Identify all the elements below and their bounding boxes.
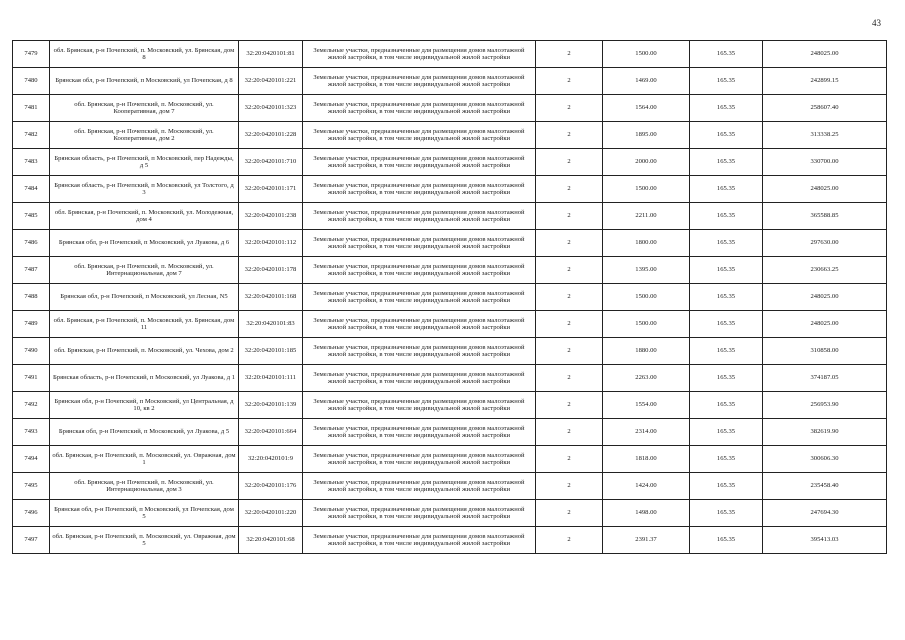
row-number: 7496: [13, 500, 50, 527]
address-cell: обл. Брянская, р-н Почепский, п. Московский, ул. Брянская, дом 8: [50, 41, 239, 68]
area-cell: 1424.00: [603, 473, 690, 500]
category-cell: 2: [536, 284, 603, 311]
category-cell: 2: [536, 392, 603, 419]
area-cell: 2391.37: [603, 527, 690, 554]
specific-value-cell: 165.35: [690, 95, 763, 122]
cadastral-value-cell: 395413.03: [763, 527, 887, 554]
cadastral-number-cell: 32:20:0420101:81: [239, 41, 303, 68]
land-use-cell: Земельные участки, предназначенные для размещения домов малоэтажной жилой застройки, в том числе индивидуальной жилой застройки: [303, 257, 536, 284]
table-row: [13, 257, 887, 284]
cadastral-number-cell: 32:20:0420101:323: [239, 95, 303, 122]
category-cell: 2: [536, 68, 603, 95]
land-use-cell: Земельные участки, предназначенные для размещения домов малоэтажной жилой застройки, в том числе индивидуальной жилой застройки: [303, 473, 536, 500]
row-number: 7481: [13, 95, 50, 122]
table-row: [13, 500, 887, 527]
land-use-cell: Земельные участки, предназначенные для размещения домов малоэтажной жилой застройки, в том числе индивидуальной жилой застройки: [303, 122, 536, 149]
cadastral-number-cell: 32:20:0420101:228: [239, 122, 303, 149]
cadastral-value-cell: 300606.30: [763, 446, 887, 473]
address-cell: Брянская обл, р-н Почепский, п Московский, ул Центральная, д 10, кв 2: [50, 392, 239, 419]
category-cell: 2: [536, 203, 603, 230]
address-cell: обл. Брянская, р-н Почепский, п. Московский, ул. Чехова, дом 2: [50, 338, 239, 365]
land-use-cell: Земельные участки, предназначенные для размещения домов малоэтажной жилой застройки, в том числе индивидуальной жилой застройки: [303, 392, 536, 419]
specific-value-cell: 165.35: [690, 230, 763, 257]
cadastral-value-cell: 242899.15: [763, 68, 887, 95]
table-row: [13, 284, 887, 311]
category-cell: 2: [536, 149, 603, 176]
cadastral-number-cell: 32:20:0420101:220: [239, 500, 303, 527]
cadastral-number-cell: 32:20:0420101:221: [239, 68, 303, 95]
row-number: 7493: [13, 419, 50, 446]
land-use-cell: Земельные участки, предназначенные для размещения домов малоэтажной жилой застройки, в том числе индивидуальной жилой застройки: [303, 446, 536, 473]
row-number: 7480: [13, 68, 50, 95]
specific-value-cell: 165.35: [690, 392, 763, 419]
row-number: 7485: [13, 203, 50, 230]
land-use-cell: Земельные участки, предназначенные для размещения домов малоэтажной жилой застройки, в том числе индивидуальной жилой застройки: [303, 203, 536, 230]
cadastral-number-cell: 32:20:0420101:178: [239, 257, 303, 284]
area-cell: 1498.00: [603, 500, 690, 527]
table-row: [13, 122, 887, 149]
category-cell: 2: [536, 446, 603, 473]
specific-value-cell: 165.35: [690, 257, 763, 284]
specific-value-cell: 165.35: [690, 68, 763, 95]
specific-value-cell: 165.35: [690, 149, 763, 176]
cadastral-number-cell: 32:20:0420101:185: [239, 338, 303, 365]
row-number: 7487: [13, 257, 50, 284]
category-cell: 2: [536, 365, 603, 392]
address-cell: обл. Брянская, р-н Почепский, п. Московский, ул. Овражная, дом 5: [50, 527, 239, 554]
address-cell: обл. Брянская, р-н Почепский, п. Московский, ул. Молодежная, дом 4: [50, 203, 239, 230]
table-row: [13, 176, 887, 203]
area-cell: 2263.00: [603, 365, 690, 392]
land-use-cell: Земельные участки, предназначенные для размещения домов малоэтажной жилой застройки, в том числе индивидуальной жилой застройки: [303, 284, 536, 311]
cadastral-number-cell: 32:20:0420101:176: [239, 473, 303, 500]
address-cell: Брянская обл, р-н Почепский, п Московский, ул Почепская, д 8: [50, 68, 239, 95]
table-row: [13, 149, 887, 176]
table-row: [13, 41, 887, 68]
category-cell: 2: [536, 338, 603, 365]
specific-value-cell: 165.35: [690, 473, 763, 500]
cadastral-value-cell: 248025.00: [763, 176, 887, 203]
row-number: 7483: [13, 149, 50, 176]
category-cell: 2: [536, 257, 603, 284]
area-cell: 1818.00: [603, 446, 690, 473]
page-number: 43: [872, 18, 881, 28]
category-cell: 2: [536, 122, 603, 149]
cadastral-number-cell: 32:20:0420101:9: [239, 446, 303, 473]
category-cell: 2: [536, 419, 603, 446]
cadastral-number-cell: 32:20:0420101:68: [239, 527, 303, 554]
cadastral-number-cell: 32:20:0420101:171: [239, 176, 303, 203]
specific-value-cell: 165.35: [690, 203, 763, 230]
area-cell: 1500.00: [603, 41, 690, 68]
area-cell: 1500.00: [603, 284, 690, 311]
area-cell: 2314.00: [603, 419, 690, 446]
row-number: 7497: [13, 527, 50, 554]
cadastral-value-cell: 256953.90: [763, 392, 887, 419]
table-row: [13, 338, 887, 365]
cadastral-value-cell: 235458.40: [763, 473, 887, 500]
cadastral-value-cell: 248025.00: [763, 284, 887, 311]
cadastral-number-cell: 32:20:0420101:664: [239, 419, 303, 446]
row-number: 7491: [13, 365, 50, 392]
specific-value-cell: 165.35: [690, 365, 763, 392]
table-row: [13, 203, 887, 230]
address-cell: Брянская обл, р-н Почепский, п Московский, ул Почепская, дом 5: [50, 500, 239, 527]
specific-value-cell: 165.35: [690, 176, 763, 203]
specific-value-cell: 165.35: [690, 122, 763, 149]
category-cell: 2: [536, 473, 603, 500]
row-number: 7488: [13, 284, 50, 311]
cadastral-number-cell: 32:20:0420101:83: [239, 311, 303, 338]
category-cell: 2: [536, 176, 603, 203]
address-cell: обл. Брянская, р-н Почепский, п. Московский, ул. Кооперативная, дом 7: [50, 95, 239, 122]
address-cell: Брянская область, р-н Почепский, п Московский, ул Луакова, д 1: [50, 365, 239, 392]
address-cell: обл. Брянская, р-н Почепский, п. Московский, ул. Брянская, дом 11: [50, 311, 239, 338]
row-number: 7492: [13, 392, 50, 419]
land-use-cell: Земельные участки, предназначенные для размещения домов малоэтажной жилой застройки, в том числе индивидуальной жилой застройки: [303, 338, 536, 365]
category-cell: 2: [536, 527, 603, 554]
area-cell: 1500.00: [603, 311, 690, 338]
table-row: [13, 365, 887, 392]
table-row: [13, 473, 887, 500]
row-number: 7479: [13, 41, 50, 68]
address-cell: обл. Брянская, р-н Почепский, п. Московский, ул. Овражная, дом 1: [50, 446, 239, 473]
area-cell: 1564.00: [603, 95, 690, 122]
area-cell: 2000.00: [603, 149, 690, 176]
cadastral-number-cell: 32:20:0420101:168: [239, 284, 303, 311]
category-cell: 2: [536, 95, 603, 122]
cadastral-number-cell: 32:20:0420101:710: [239, 149, 303, 176]
address-cell: обл. Брянская, р-н Почепский, п. Московский, ул. Интернациональная, дом 3: [50, 473, 239, 500]
specific-value-cell: 165.35: [690, 338, 763, 365]
cadastral-value-cell: 365588.85: [763, 203, 887, 230]
specific-value-cell: 165.35: [690, 284, 763, 311]
table-body: [13, 41, 887, 554]
area-cell: 1469.00: [603, 68, 690, 95]
table-row: [13, 527, 887, 554]
row-number: 7489: [13, 311, 50, 338]
specific-value-cell: 165.35: [690, 500, 763, 527]
specific-value-cell: 165.35: [690, 311, 763, 338]
land-use-cell: Земельные участки, предназначенные для размещения домов малоэтажной жилой застройки, в том числе индивидуальной жилой застройки: [303, 149, 536, 176]
cadastral-value-cell: 247694.30: [763, 500, 887, 527]
land-use-cell: Земельные участки, предназначенные для размещения домов малоэтажной жилой застройки, в том числе индивидуальной жилой застройки: [303, 68, 536, 95]
cadastral-value-cell: 297630.00: [763, 230, 887, 257]
table-row: [13, 446, 887, 473]
address-cell: Брянская область, р-н Почепский, п Московский, ул Толстого, д 3: [50, 176, 239, 203]
row-number: 7484: [13, 176, 50, 203]
cadastral-value-cell: 310858.00: [763, 338, 887, 365]
land-use-cell: Земельные участки, предназначенные для размещения домов малоэтажной жилой застройки, в том числе индивидуальной жилой застройки: [303, 176, 536, 203]
land-use-cell: Земельные участки, предназначенные для размещения домов малоэтажной жилой застройки, в том числе индивидуальной жилой застройки: [303, 419, 536, 446]
land-use-cell: Земельные участки, предназначенные для размещения домов малоэтажной жилой застройки, в том числе индивидуальной жилой застройки: [303, 41, 536, 68]
area-cell: 1554.00: [603, 392, 690, 419]
row-number: 7494: [13, 446, 50, 473]
land-use-cell: Земельные участки, предназначенные для размещения домов малоэтажной жилой застройки, в том числе индивидуальной жилой застройки: [303, 230, 536, 257]
table-row: [13, 230, 887, 257]
land-use-cell: Земельные участки, предназначенные для размещения домов малоэтажной жилой застройки, в том числе индивидуальной жилой застройки: [303, 311, 536, 338]
row-number: 7486: [13, 230, 50, 257]
category-cell: 2: [536, 500, 603, 527]
land-use-cell: Земельные участки, предназначенные для размещения домов малоэтажной жилой застройки, в том числе индивидуальной жилой застройки: [303, 95, 536, 122]
cadastral-value-cell: 313338.25: [763, 122, 887, 149]
area-cell: 2211.00: [603, 203, 690, 230]
address-cell: Брянская обл, р-н Почепский, п Московский, ул Луакова, д 5: [50, 419, 239, 446]
cadastral-value-cell: 230663.25: [763, 257, 887, 284]
cadastral-value-cell: 248025.00: [763, 311, 887, 338]
cadastral-value-cell: 330700.00: [763, 149, 887, 176]
land-registry-table: [12, 40, 887, 554]
specific-value-cell: 165.35: [690, 446, 763, 473]
area-cell: 1500.00: [603, 176, 690, 203]
address-cell: Брянская область, р-н Почепский, п Московский, пер Надежды, д 5: [50, 149, 239, 176]
land-use-cell: Земельные участки, предназначенные для размещения домов малоэтажной жилой застройки, в том числе индивидуальной жилой застройки: [303, 365, 536, 392]
specific-value-cell: 165.35: [690, 41, 763, 68]
cadastral-value-cell: 374187.05: [763, 365, 887, 392]
table-row: [13, 419, 887, 446]
cadastral-value-cell: 382619.90: [763, 419, 887, 446]
row-number: 7495: [13, 473, 50, 500]
cadastral-number-cell: 32:20:0420101:238: [239, 203, 303, 230]
category-cell: 2: [536, 311, 603, 338]
land-use-cell: Земельные участки, предназначенные для размещения домов малоэтажной жилой застройки, в том числе индивидуальной жилой застройки: [303, 527, 536, 554]
row-number: 7482: [13, 122, 50, 149]
cadastral-number-cell: 32:20:0420101:111: [239, 365, 303, 392]
area-cell: 1395.00: [603, 257, 690, 284]
table-row: [13, 95, 887, 122]
category-cell: 2: [536, 230, 603, 257]
category-cell: 2: [536, 41, 603, 68]
row-number: 7490: [13, 338, 50, 365]
cadastral-number-cell: 32:20:0420101:112: [239, 230, 303, 257]
table-row: [13, 311, 887, 338]
area-cell: 1800.00: [603, 230, 690, 257]
cadastral-value-cell: 258607.40: [763, 95, 887, 122]
table-row: [13, 68, 887, 95]
land-use-cell: Земельные участки, предназначенные для размещения домов малоэтажной жилой застройки, в том числе индивидуальной жилой застройки: [303, 500, 536, 527]
specific-value-cell: 165.35: [690, 419, 763, 446]
address-cell: обл. Брянская, р-н Почепский, п. Московский, ул. Интернациональная, дом 7: [50, 257, 239, 284]
area-cell: 1880.00: [603, 338, 690, 365]
address-cell: Брянская обл, р-н Почепский, п Московский, ул Луакова, д 6: [50, 230, 239, 257]
area-cell: 1895.00: [603, 122, 690, 149]
specific-value-cell: 165.35: [690, 527, 763, 554]
cadastral-number-cell: 32:20:0420101:139: [239, 392, 303, 419]
address-cell: обл. Брянская, р-н Почепский, п. Московский, ул. Кооперативная, дом 2: [50, 122, 239, 149]
cadastral-value-cell: 248025.00: [763, 41, 887, 68]
address-cell: Брянская обл, р-н Почепский, п Московский, ул Лесная, N5: [50, 284, 239, 311]
table-row: [13, 392, 887, 419]
